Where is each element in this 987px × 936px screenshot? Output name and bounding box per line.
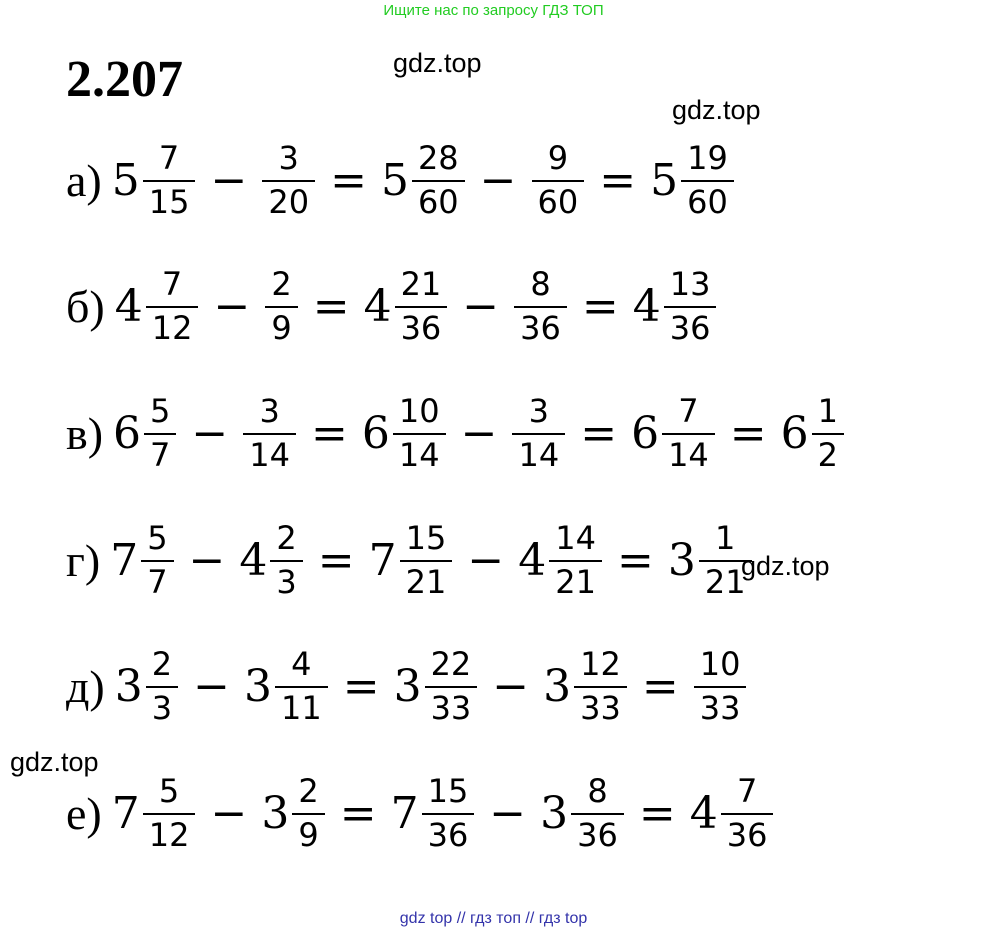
mixed-number [540,772,625,854]
numerator: 5 [150,392,171,430]
whole-part: 5 [111,154,140,206]
denominator: 12 [146,306,199,346]
operator: − [492,660,530,712]
equation-row [66,772,774,854]
row-label: д) [66,660,105,712]
operator: − [460,407,498,459]
denominator: 60 [532,180,585,220]
fraction [144,519,170,601]
fraction [265,139,312,221]
fraction [149,265,196,347]
denominator: 21 [549,560,602,600]
fraction [667,265,714,347]
operator: = [729,407,767,459]
numerator: 9 [547,139,569,177]
mixed-number [111,139,197,221]
fraction [552,519,599,601]
whole-part: 3 [667,534,696,586]
fraction [396,392,443,474]
mixed-number [667,519,753,601]
operator: − [213,280,251,332]
whole-part: 4 [632,280,661,332]
fraction [398,265,445,347]
denominator: 9 [265,306,297,346]
fraction [665,392,712,474]
operator: = [312,280,350,332]
numerator: 5 [147,519,168,557]
mixed-number [261,139,316,221]
operator: − [467,534,505,586]
mixed-number [390,772,476,854]
watermark: gdz.top [741,551,830,581]
numerator: 2 [298,772,319,810]
numerator: 19 [687,139,728,177]
numerator: 22 [430,645,472,683]
mixed-number [113,392,177,474]
fraction [278,645,325,727]
mixed-number [780,392,845,474]
mixed-number [511,392,566,474]
operator: = [599,154,637,206]
denominator: 14 [393,433,446,473]
denominator: 36 [422,813,475,853]
operator: = [317,534,355,586]
row-label: а) [66,154,102,206]
whole-part: 7 [368,534,397,586]
numerator: 14 [555,519,596,557]
numerator: 8 [530,265,551,303]
mixed-number [242,392,297,474]
fraction [684,139,731,221]
denominator: 15 [143,180,196,220]
operator: = [339,787,377,839]
fraction [574,772,621,854]
mixed-number [631,392,716,474]
whole-part: 3 [243,660,272,712]
fraction [246,392,293,474]
whole-part: 6 [113,407,142,459]
denominator: 3 [270,560,302,600]
fraction [697,645,744,727]
numerator: 1 [817,392,839,430]
task-number: 2.207 [66,51,183,108]
fraction [147,392,173,474]
denominator: 12 [143,813,196,853]
equation-row [66,265,717,347]
operator: = [311,407,348,459]
fraction [146,772,193,854]
numerator: 4 [291,645,312,683]
fraction [149,645,175,727]
fraction [273,519,299,601]
mixed-number [243,645,329,727]
denominator: 2 [812,433,844,473]
row-label: г) [66,534,101,586]
watermark: gdz.top [672,95,761,125]
whole-part: 3 [540,787,569,839]
mixed-number [261,772,325,854]
mixed-number [239,519,303,601]
numerator: 10 [699,645,741,683]
denominator: 36 [395,306,448,346]
mixed-number [264,265,298,347]
mixed-number [114,645,179,727]
mixed-number [543,645,628,727]
equation-row [66,519,753,601]
numerator: 8 [587,772,608,810]
denominator: 36 [571,813,624,853]
operator: = [616,534,654,586]
mixed-number [368,519,454,601]
denominator: 14 [662,433,715,473]
operator: = [641,660,679,712]
equation-row [66,645,747,727]
numerator: 5 [158,772,180,810]
denominator: 21 [699,560,752,600]
fraction [268,265,294,347]
operator: = [581,280,619,332]
mixed-number [693,645,748,727]
mixed-number [361,392,447,474]
numerator: 3 [278,139,299,177]
fraction [702,519,749,601]
whole-part: 6 [361,407,390,459]
whole-part: 5 [380,154,409,206]
mixed-number [531,139,586,221]
mixed-number [380,139,466,221]
whole-part: 3 [261,787,290,839]
denominator: 20 [262,180,315,220]
operator: − [188,534,226,586]
fraction [577,645,624,727]
numerator: 7 [158,139,180,177]
mixed-number [518,519,603,601]
denominator: 60 [681,180,734,220]
whole-part: 7 [390,787,419,839]
whole-part: 7 [110,534,139,586]
operator: = [330,154,367,206]
numerator: 28 [417,139,459,177]
operator: = [342,660,380,712]
denominator: 33 [694,686,747,726]
denominator: 14 [512,433,565,473]
denominator: 7 [141,560,173,600]
numerator: 7 [161,265,183,303]
fraction [428,645,475,727]
whole-part: 4 [689,787,718,839]
whole-part: 4 [363,280,392,332]
numerator: 1 [715,519,736,557]
whole-part: 5 [650,154,679,206]
top-banner: Ищите нас по запросу ГДЗ ТОП [383,2,604,19]
whole-part: 3 [114,660,143,712]
row-label: е) [66,787,102,839]
mixed-number [393,645,479,727]
mixed-number [363,265,449,347]
fraction [517,265,564,347]
operator: − [489,787,527,839]
fraction [403,519,450,601]
operator: − [210,154,248,206]
fraction [535,139,582,221]
numerator: 7 [678,392,699,430]
fraction [146,139,193,221]
row-label: в) [66,407,104,459]
equation-row [66,139,735,221]
whole-part: 3 [393,660,422,712]
numerator: 12 [580,645,621,683]
numerator: 15 [427,772,469,810]
numerator: 2 [151,645,173,683]
fraction [815,392,841,474]
mixed-number [110,519,174,601]
numerator: 15 [405,519,447,557]
denominator: 60 [412,180,465,220]
equation-row [66,392,845,474]
numerator: 2 [271,265,292,303]
whole-part: 7 [111,787,140,839]
watermark: gdz.top [393,48,482,78]
whole-part: 4 [239,534,268,586]
operator: − [191,407,229,459]
denominator: 36 [514,306,567,346]
mixed-number [114,265,200,347]
numerator: 13 [669,265,711,303]
fraction [295,772,321,854]
operator: = [580,407,618,459]
numerator: 3 [528,392,549,430]
operator: − [462,280,500,332]
denominator: 14 [243,433,296,473]
denominator: 21 [400,560,453,600]
mixed-number [111,772,197,854]
denominator: 33 [425,686,478,726]
mixed-number [632,265,718,347]
numerator: 21 [400,265,442,303]
whole-part: 4 [114,280,143,332]
denominator: 3 [146,686,178,726]
denominator: 7 [144,433,176,473]
mixed-number [513,265,568,347]
numerator: 3 [259,392,280,430]
denominator: 36 [721,813,774,853]
whole-part: 3 [543,660,572,712]
operator: − [210,787,248,839]
denominator: 9 [292,813,324,853]
watermark: gdz.top [10,747,99,777]
whole-part: 6 [631,407,660,459]
operator: − [479,154,517,206]
numerator: 10 [398,392,440,430]
mixed-number [650,139,735,221]
whole-part: 4 [518,534,547,586]
fraction [515,392,562,474]
fraction [415,139,462,221]
fraction [724,772,771,854]
denominator: 36 [664,306,717,346]
operator: − [193,660,230,712]
footer-watermark: gdz top // гдз топ // гдз top [399,910,588,927]
denominator: 33 [574,686,627,726]
mixed-number [689,772,775,854]
fraction [425,772,472,854]
whole-part: 6 [780,407,809,459]
numerator: 7 [736,772,758,810]
row-label: б) [66,280,105,332]
operator: = [638,787,676,839]
numerator: 2 [276,519,297,557]
denominator: 11 [275,686,328,726]
